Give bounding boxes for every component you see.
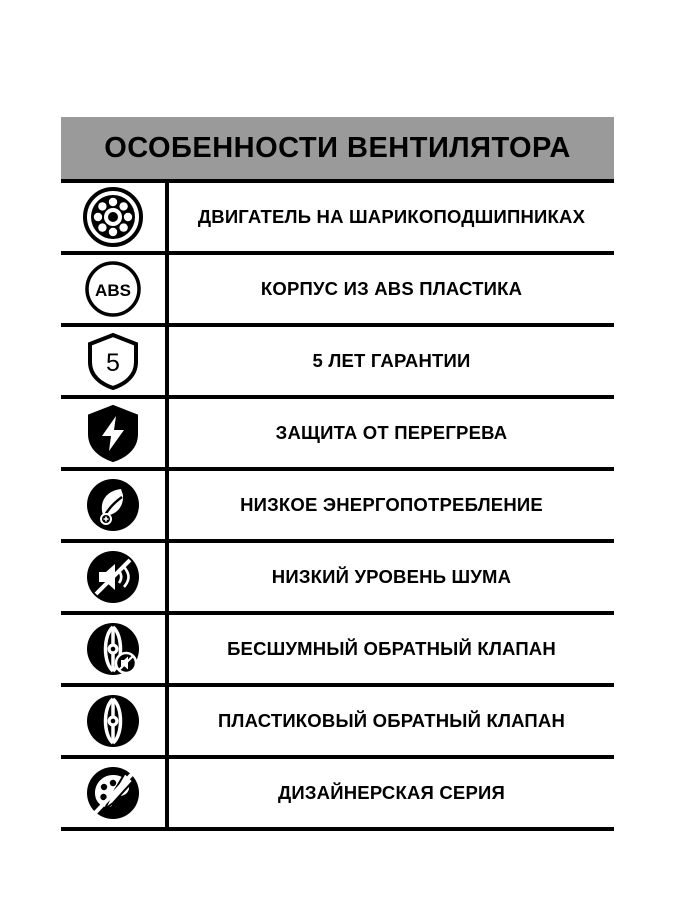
- list-item-label: ЗАЩИТА ОТ ПЕРЕГРЕВА: [275, 422, 508, 443]
- list-item: [61, 615, 614, 687]
- list-item-label: НИЗКИЙ УРОВЕНЬ ШУМА: [271, 566, 512, 587]
- list-item: [61, 543, 614, 615]
- svg-text:5: 5: [106, 349, 120, 377]
- overheat-protection-icon: [61, 399, 165, 467]
- svg-text:ABS: ABS: [95, 281, 131, 300]
- list-item-label: 5 ЛЕТ ГАРАНТИИ: [312, 350, 471, 371]
- silent-check-valve-icon: [61, 615, 165, 683]
- list-item: [61, 179, 614, 255]
- abs-plastic-icon: [61, 255, 165, 323]
- list-item-label: ДВИГАТЕЛЬ НА ШАРИКОПОДШИПНИКАХ: [197, 206, 586, 227]
- low-noise-speaker-icon: [61, 543, 165, 611]
- plastic-check-valve-icon: [61, 687, 165, 755]
- list-item-label: БЕСШУМНЫЙ ОБРАТНЫЙ КЛАПАН: [227, 638, 556, 659]
- warranty-shield-icon: [61, 327, 165, 395]
- list-item: [61, 399, 614, 471]
- low-energy-leaf-icon: [61, 471, 165, 539]
- list-item: [61, 759, 614, 831]
- list-item: [61, 471, 614, 543]
- list-item-label: КОРПУС ИЗ ABS ПЛАСТИКА: [260, 278, 523, 299]
- panel-title-bar: [61, 117, 614, 179]
- list-item-label: НИЗКОЕ ЭНЕРГОПОТРЕБЛЕНИЕ: [240, 494, 543, 515]
- list-item-label: ДИЗАЙНЕРСКАЯ СЕРИЯ: [278, 782, 505, 803]
- designer-series-palette-icon: [61, 759, 165, 827]
- features-panel: [61, 117, 614, 831]
- list-item: [61, 255, 614, 327]
- feature-list: [61, 179, 614, 831]
- page-title: ОСОБЕННОСТИ ВЕНТИЛЯТОРА: [104, 131, 571, 164]
- list-item-label: ПЛАСТИКОВЫЙ ОБРАТНЫЙ КЛАПАН: [217, 710, 566, 731]
- list-item: [61, 687, 614, 759]
- ball-bearing-icon: [61, 183, 165, 251]
- list-item: [61, 327, 614, 399]
